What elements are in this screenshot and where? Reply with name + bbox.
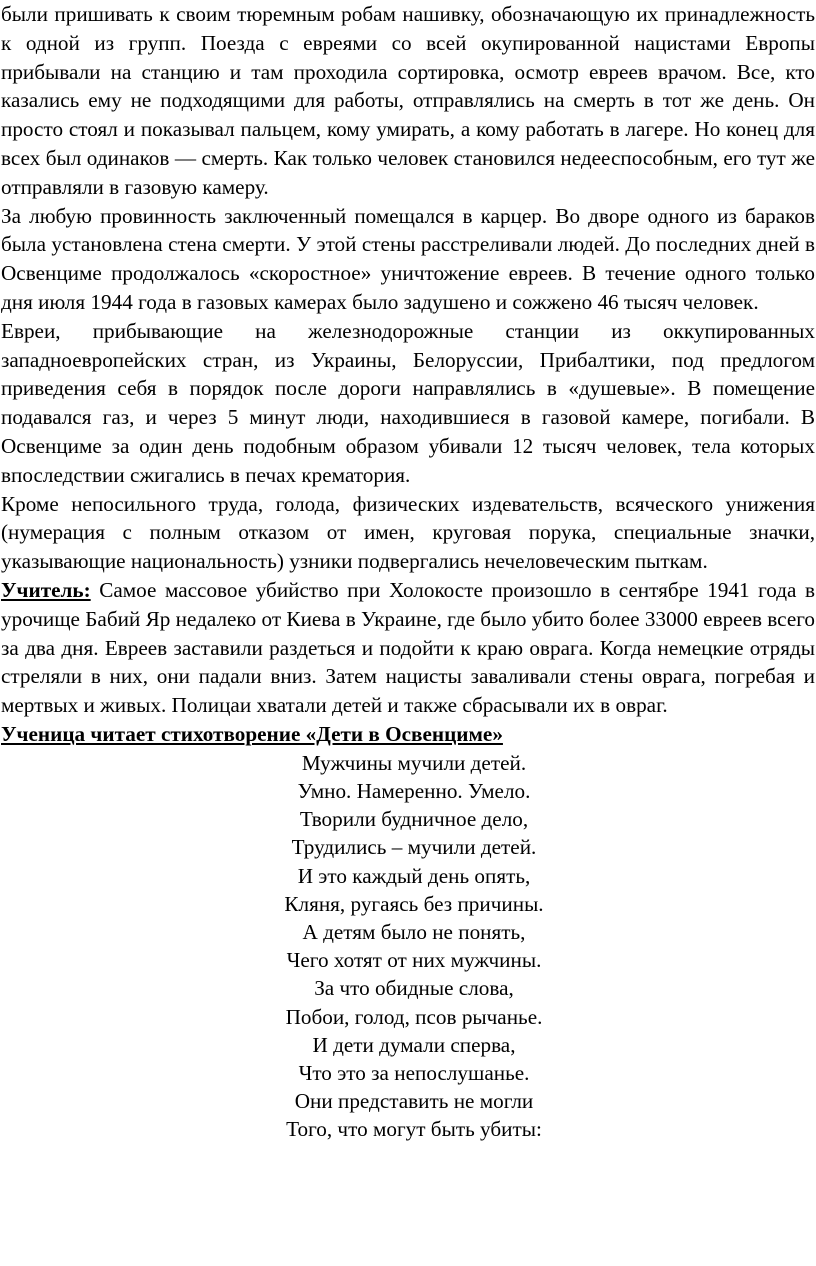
poem-line: Трудились – мучили детей. (291, 835, 537, 860)
poem (1, 749, 815, 1144)
teacher-paragraph (1, 576, 815, 720)
poem-line: И дети думали сперва, (312, 1032, 516, 1057)
paragraph-gas-chambers: Евреи, прибывающие на железнодорожные станции из оккупированных западноевропейских стран, из Украины, Белоруссии, Прибалтики, под предлогом приведения себя в порядок после дороги направлялись в «душевые». В помещение подавался газ, и через 5 минут люди, находившиеся в газовой камере, погибали. В Освенциме за один день подобным образом убивали 12 тысяч человек, тела которых впоследствии сжигались в печах крематория. (1, 318, 815, 487)
paragraph-sorting: были пришивать к своим тюремным робам нашивку, обозначающую их принадлежность к одной из групп. Поезда с евреями со всей окупированной нацистами Европы прибывали на станцию и там проходила сортировка, осмотр евреев врачом. Все, кто казались ему не подходящими для работы, отправлялись на смерть в тот же день. Он просто стоял и показывал пальцем, кому умирать, а кому работать в лагере. Но конец для всех был одинаков — смерть. Как только человек становился недееспособным, его тут же отправляли в газовую камеру. (1, 2, 815, 199)
paragraph-wall-of-death: За любую провинность заключенный помещался в карцер. Во дворе одного из бараков была установлена стена смерти. У этой стены расстреливали людей. До последних дней в Освенциме продолжалось «скоростное» уничтожение евреев. В течение одного только дня июля 1944 года в газовых камерах было задушено и сожжено 46 тысяч человек. (1, 203, 815, 314)
teacher-label: Учитель: (1, 577, 91, 602)
poem-line: Побои, голод, псов рычанье. (285, 1004, 543, 1029)
poem-line: Умно. Намеренно. Умело. (297, 778, 531, 803)
poem-line: Мужчины мучили детей. (301, 750, 527, 775)
paragraph-torture: Кроме непосильного труда, голода, физических издевательств, всяческого унижения (нумерация с полным отказом от имен, круговая порука, специальные значки, указывающие национальность) узники подвергались нечеловеческим пыткам. (1, 491, 815, 574)
poem-line: Того, что могут быть убиты: (286, 1117, 542, 1142)
poem-line: Кляня, ругаясь без причины. (284, 891, 544, 916)
poem-heading: Ученица читает стихотворение «Дети в Освенциме» (1, 721, 503, 746)
poem-line: За что обидные слова, (314, 976, 514, 1001)
poem-line: А детям было не понять, (302, 919, 526, 944)
teacher-text: Самое массовое убийство при Холокосте произошло в сентябре 1941 года в урочище Бабий Яр недалеко от Киева в Украине, где было убито более 33000 евреев всего за два дня. Евреев заставили раздеться и подойти к краю оврага. Когда немецкие отряды стреляли в них, они падали вниз. Затем нацисты заваливали стены оврага, погребая и мертвых и живых. Полицаи хватали детей и также сбрасывали их в овраг. (1, 577, 815, 718)
poem-line: Что это за непослушанье. (298, 1060, 530, 1085)
poem-line: Чего хотят от них мужчины. (286, 948, 542, 973)
poem-line: Творили будничное дело, (299, 807, 529, 832)
poem-line: И это каждый день опять, (297, 863, 531, 888)
poem-line: Они представить не могли (294, 1089, 534, 1114)
